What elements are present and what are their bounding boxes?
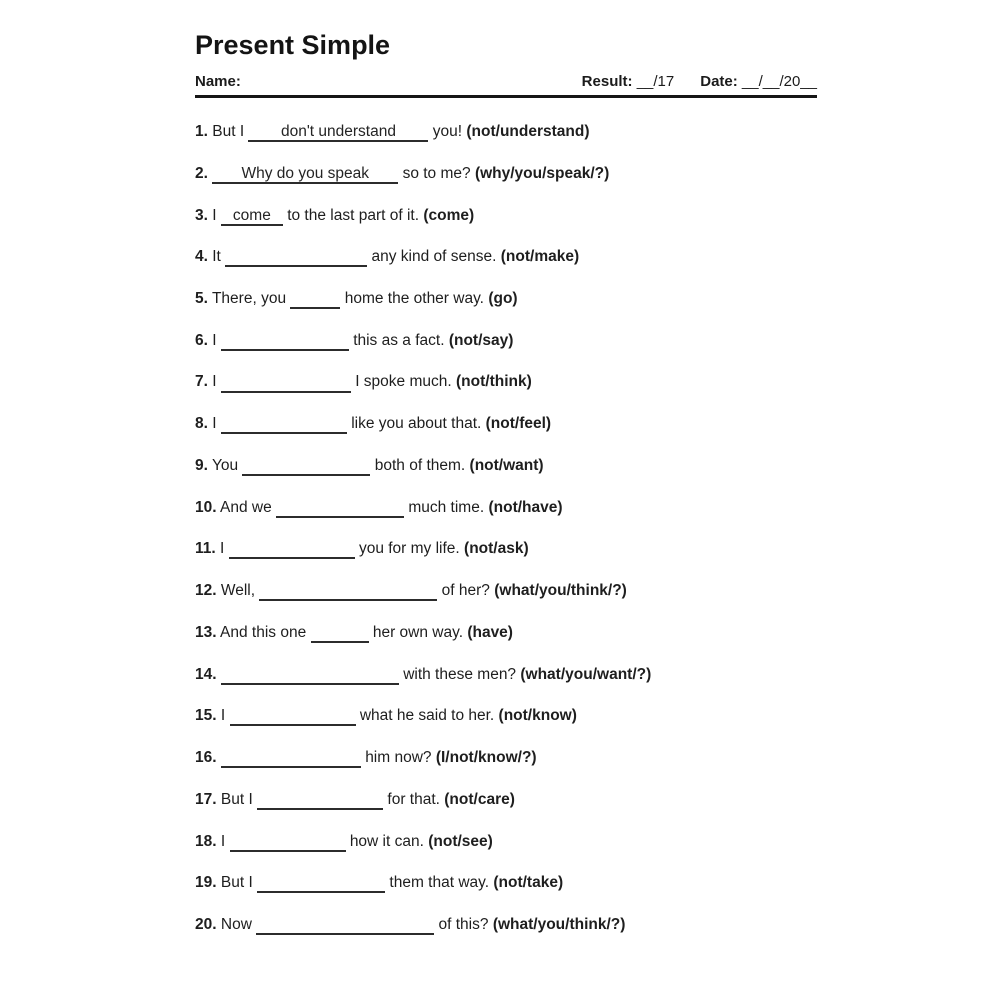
item-hint: (not/want) <box>469 456 544 474</box>
item-before-text: I <box>220 832 226 850</box>
exercise-item <box>195 581 817 601</box>
exercise-item <box>195 915 817 935</box>
exercise-item <box>195 498 817 518</box>
item-after-text: like you about that. <box>351 415 482 433</box>
answer-blank[interactable] <box>256 916 434 935</box>
answer-blank[interactable] <box>311 624 369 643</box>
exercise-item <box>195 122 817 142</box>
item-before-text: I <box>220 707 226 725</box>
header-divider <box>195 95 817 98</box>
item-after-text: home the other way. <box>344 289 484 307</box>
item-number: 2. <box>195 164 208 182</box>
item-number: 12. <box>195 582 217 600</box>
item-hint: (not/care) <box>444 790 515 808</box>
item-after-text: him now? <box>365 749 432 767</box>
item-hint: (have) <box>467 623 513 641</box>
answer-blank[interactable] <box>259 582 437 601</box>
meta-row <box>195 73 817 90</box>
item-number: 9. <box>195 456 208 474</box>
item-hint: (come) <box>423 206 475 224</box>
page-title: Present Simple <box>195 30 391 60</box>
exercise-item <box>195 873 817 893</box>
item-after-text: of this? <box>438 916 489 933</box>
item-number: 13. <box>195 623 217 641</box>
item-number: 10. <box>195 498 217 516</box>
item-after-text: with these men? <box>403 665 517 683</box>
item-hint: (go) <box>488 289 518 307</box>
item-number: 7. <box>195 373 208 391</box>
item-number: 20. <box>195 916 217 933</box>
answer-blank[interactable] <box>276 499 404 518</box>
item-number: 15. <box>195 707 217 725</box>
exercise-item <box>195 790 817 810</box>
item-after-text: any kind of sense. <box>371 248 497 266</box>
exercise-item <box>195 706 817 726</box>
item-before-text: And we <box>220 498 272 516</box>
exercise-item <box>195 372 817 392</box>
exercise-list <box>195 122 817 935</box>
item-after-text: her own way. <box>372 623 463 641</box>
result-field <box>582 73 675 90</box>
answer-blank[interactable] <box>221 332 349 351</box>
item-number: 5. <box>195 289 208 307</box>
item-after-text: both of them. <box>374 456 466 474</box>
item-before-text: Well, <box>220 582 256 600</box>
item-before-text: But I <box>212 123 245 141</box>
item-number: 14. <box>195 665 217 683</box>
item-after-text: so to me? <box>402 164 471 182</box>
answer-blank[interactable] <box>225 248 367 267</box>
item-before-text: Now <box>220 916 252 933</box>
item-hint: (what/you/think/?) <box>494 582 627 600</box>
item-hint: (not/know) <box>498 707 577 725</box>
item-number: 1. <box>195 123 208 141</box>
date-field <box>700 73 817 90</box>
result-value: __/17 <box>636 73 675 91</box>
item-hint: (what/you/want/?) <box>520 665 652 683</box>
item-number: 19. <box>195 874 217 892</box>
item-hint: (not/make) <box>500 248 580 266</box>
answer-blank[interactable]: don't understand <box>248 123 428 142</box>
item-after-text: you for my life. <box>358 540 460 558</box>
answer-blank[interactable] <box>257 791 383 810</box>
item-number: 6. <box>195 331 208 349</box>
item-hint: (not/ask) <box>464 540 529 558</box>
answer-blank[interactable] <box>230 707 356 726</box>
answer-blank[interactable] <box>221 666 399 685</box>
item-after-text: I spoke much. <box>355 373 452 391</box>
result-label: Result: <box>581 73 633 91</box>
item-after-text: what he said to her. <box>359 707 495 725</box>
date-label: Date: <box>700 73 738 91</box>
answer-blank[interactable] <box>257 874 385 893</box>
answer-blank[interactable] <box>221 415 347 434</box>
item-after-text: of her? <box>441 582 490 600</box>
item-hint: (not/say) <box>448 331 514 349</box>
item-number: 3. <box>195 206 208 224</box>
answer-blank[interactable] <box>290 290 340 309</box>
worksheet-content <box>195 30 817 957</box>
item-number: 17. <box>195 790 217 808</box>
item-hint: (I/not/know/?) <box>435 749 537 767</box>
item-before-text: You <box>211 456 239 474</box>
answer-blank[interactable] <box>230 833 346 852</box>
exercise-item <box>195 539 817 559</box>
item-hint: (not/see) <box>428 832 493 850</box>
item-after-text: you! <box>432 123 463 141</box>
exercise-item <box>195 164 817 184</box>
exercise-item <box>195 414 817 434</box>
item-after-text: this as a fact. <box>353 331 445 349</box>
item-hint: (not/take) <box>493 874 564 892</box>
exercise-item <box>195 247 817 267</box>
item-after-text: for that. <box>387 790 440 808</box>
exercise-item <box>195 456 817 476</box>
answer-blank[interactable] <box>221 749 361 768</box>
item-before-text: But I <box>220 790 253 808</box>
item-after-text: them that way. <box>389 874 490 892</box>
name-label: Name: <box>195 73 241 91</box>
item-before-text: It <box>212 248 221 266</box>
exercise-item <box>195 832 817 852</box>
item-before-text: I <box>220 540 225 558</box>
answer-blank[interactable]: come <box>221 207 283 226</box>
answer-blank[interactable] <box>242 457 370 476</box>
item-hint: (not/think) <box>456 373 532 391</box>
item-before-text: I <box>212 206 217 224</box>
exercise-item <box>195 206 817 226</box>
answer-blank[interactable] <box>229 540 355 559</box>
item-before-text: I <box>212 415 217 433</box>
item-before-text: I <box>212 331 217 349</box>
item-hint: (not/feel) <box>485 415 552 433</box>
item-hint: (why/you/speak/?) <box>474 164 610 182</box>
date-value: __/__/20__ <box>741 73 817 91</box>
exercise-item <box>195 623 817 643</box>
item-before-text: But I <box>220 874 253 892</box>
item-after-text: how it can. <box>349 832 424 850</box>
meta-right <box>582 73 817 90</box>
exercise-item <box>195 331 817 351</box>
item-hint: (not/understand) <box>466 123 590 141</box>
item-hint: (what/you/think/?) <box>492 916 626 933</box>
answer-blank[interactable] <box>221 373 351 392</box>
exercise-item <box>195 665 817 685</box>
exercise-item <box>195 748 817 768</box>
exercise-item <box>195 289 817 309</box>
item-number: 8. <box>195 415 208 433</box>
item-after-text: to the last part of it. <box>287 206 420 224</box>
item-number: 11. <box>195 540 216 558</box>
item-after-text: much time. <box>408 498 485 516</box>
item-number: 16. <box>195 749 217 767</box>
item-number: 4. <box>195 248 208 266</box>
item-before-text: There, you <box>211 289 287 307</box>
answer-blank[interactable]: Why do you speak <box>212 165 398 184</box>
item-before-text: And this one <box>220 623 307 641</box>
item-before-text: I <box>212 373 217 391</box>
item-number: 18. <box>195 832 217 850</box>
item-hint: (not/have) <box>488 498 563 516</box>
